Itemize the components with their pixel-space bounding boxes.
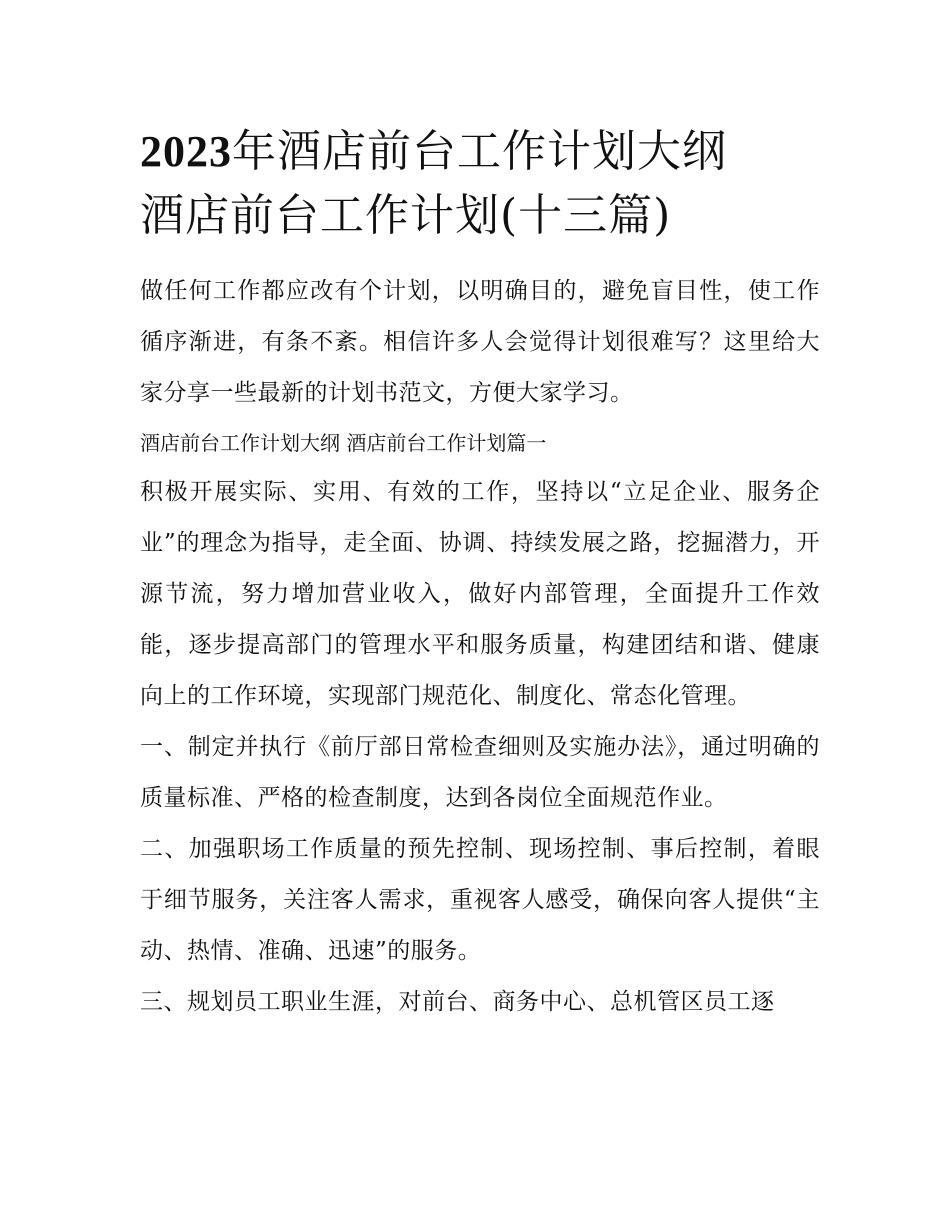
title-line2: 酒店前台工作计划(十三篇) [140, 190, 672, 241]
section-heading: 酒店前台工作计划大纲 酒店前台工作计划篇一 [140, 431, 547, 455]
document-body [140, 266, 820, 1028]
title-year: 2023 [140, 127, 232, 176]
document-page [140, 120, 820, 1028]
list-item-3: 三、规划员工职业生涯，对前台、商务中心、总机管区员工逐 [140, 989, 775, 1015]
title-line1-rest: 年酒店前台工作计划大纲 [232, 126, 727, 177]
list-item-1: 一、制定并执行《前厅部日常检查细则及实施办法》，通过明确的质量标准、严格的检查制度，达到各岗位全面规范作业。 [140, 734, 820, 811]
list-item-2: 二、加强职场工作质量的预先控制、现场控制、事后控制，着眼于细节服务，关注客人需求，重视客人感受，确保向客人提供“主动、热情、准确、迅速”的服务。 [140, 836, 820, 964]
document-title [140, 120, 820, 248]
paragraph-1: 积极开展实际、实用、有效的工作，坚持以“立足企业、服务企业”的理念为指导，走全面、协调、持续发展之路，挖掘潜力，开源节流，努力增加营业收入，做好内部管理，全面提升工作效能，逐步提高部门的管理水平和服务质量，构建团结和谐、健康向上的工作环境，实现部门规范化、制度化、常态化管理。 [140, 479, 820, 709]
intro-paragraph: 做任何工作都应改有个计划，以明确目的，避免盲目性，使工作循序渐进，有条不紊。相信许多人会觉得计划很难写？这里给大家分享一些最新的计划书范文，方便大家学习。 [140, 278, 820, 406]
